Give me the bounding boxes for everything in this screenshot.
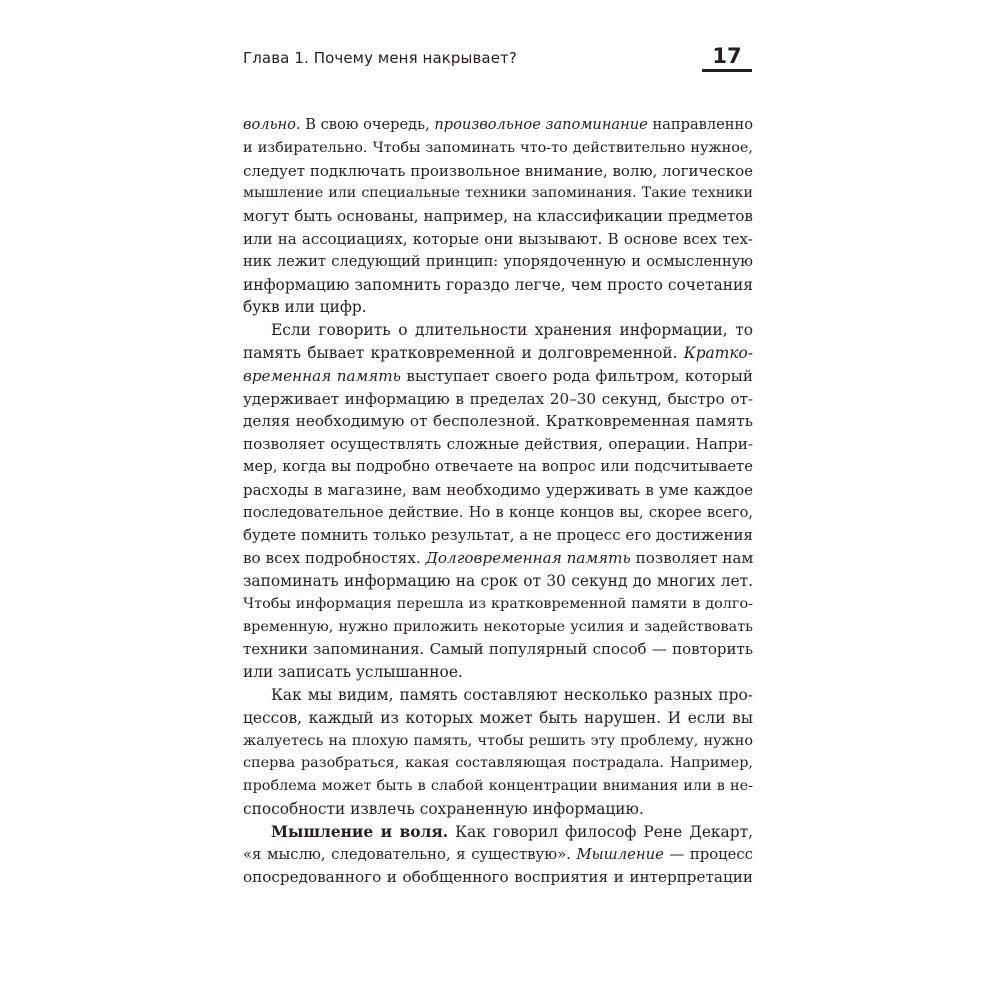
text-line <box>243 616 753 639</box>
text-line <box>243 661 753 684</box>
text-line <box>243 114 753 137</box>
text-run: деляя необходимую от бесполезной. Кратковременная память <box>243 412 753 431</box>
text-line <box>243 638 753 661</box>
text-run: способности извлечь сохраненную информацию. <box>243 799 644 818</box>
text-line <box>243 433 753 456</box>
running-title: Глава 1. Почему меня накрывает? <box>243 49 517 67</box>
text-line <box>243 388 753 411</box>
text-run: запоминать информацию на срок от 30 секунд до многих лет. <box>243 571 753 590</box>
text-line <box>243 570 753 593</box>
text-line <box>243 319 753 342</box>
text-run: удерживает информацию в пределах 20–30 секунд, быстро от- <box>243 389 753 408</box>
body-text <box>243 114 753 889</box>
text-line <box>243 798 753 821</box>
text-line <box>243 182 753 205</box>
text-line <box>243 160 753 183</box>
text-run: информацию запомнить гораздо легче, чем просто сочетания <box>243 275 753 294</box>
text-run: — процесс <box>663 845 753 863</box>
text-run: проблема может быть в слабой концентрации внимания или в не- <box>243 778 753 795</box>
text-line <box>243 547 753 570</box>
text-run: могут быть основаны, например, на классификации предметов <box>243 207 753 226</box>
text-line <box>243 296 753 319</box>
text-run: последовательное действие. Но в конце концов вы, скорее всего, <box>243 503 753 521</box>
text-run: и избирательно. Чтобы запоминать что-то действительно нужное, <box>243 139 753 156</box>
bold-heading: Мышление и воля. <box>271 822 449 841</box>
text-run: временную, нужно приложить некоторые усилия и задействовать <box>243 618 753 635</box>
text-line <box>243 866 753 889</box>
text-line <box>243 730 753 753</box>
page-number: 17 <box>712 44 742 68</box>
text-run: опосредованного и обобщенного восприятия и интерпретации <box>243 868 753 887</box>
text-line <box>243 228 753 251</box>
text-line <box>243 502 753 525</box>
text-run: сперва разобраться, какая составляющая пострадала. Например, <box>243 755 753 772</box>
text-run: расходы в магазине, вам необходимо удерживать в уме каждое <box>243 480 753 499</box>
text-run: или записать услышанное. <box>243 663 463 682</box>
text-run: Как говорил философ Рене Декарт, <box>448 822 753 841</box>
text-line <box>243 365 753 388</box>
italic-term: вольно <box>243 116 296 133</box>
text-run: во всех подробностях. <box>243 549 426 568</box>
text-run: позволяет нам <box>630 549 754 568</box>
page-number-rule <box>702 69 752 72</box>
text-line <box>243 752 753 775</box>
text-run: направленно <box>647 116 754 133</box>
text-line <box>243 844 753 867</box>
text-run: техники запоминания. Самый популярный способ — повторить <box>243 640 753 659</box>
italic-term: временная память <box>243 366 401 385</box>
text-run: жалуетесь на плохую память, чтобы решить эту проблему, нужно <box>243 732 753 749</box>
text-line <box>243 775 753 798</box>
text-run: мышление или специальные техники запоминания. Такие техники <box>243 185 753 202</box>
text-run: мер, когда вы подробно отвечаете на вопрос или подсчитываете <box>243 457 753 475</box>
italic-term: Мышление <box>576 845 664 863</box>
text-line <box>243 707 753 730</box>
text-line <box>243 479 753 502</box>
text-run: позволяет осуществлять сложные действия, операции. Напри- <box>243 435 753 454</box>
text-line <box>243 593 753 616</box>
text-line <box>243 205 753 228</box>
text-run: память бывает кратковременной и долговременной. <box>243 343 684 362</box>
text-run: «я мыслю, следовательно, я существую». <box>243 845 577 863</box>
text-run: ник лежит следующий принцип: упорядоченную и осмысленную <box>243 252 753 270</box>
text-line <box>243 251 753 274</box>
text-line <box>243 684 753 707</box>
text-line <box>243 274 753 297</box>
text-run: Чтобы информация перешла из кратковременной памяти в долго- <box>243 595 753 612</box>
text-line <box>243 137 753 160</box>
text-line <box>243 821 753 844</box>
text-line <box>243 410 753 433</box>
text-run: букв или цифр. <box>243 298 367 317</box>
text-line <box>243 456 753 479</box>
text-line <box>243 524 753 547</box>
text-run: Если говорить о длительности хранения информации, то <box>271 321 753 340</box>
text-run: Как мы видим, память составляют несколько разных про- <box>271 685 753 704</box>
text-run: цессов, каждый из которых может быть нарушен. И если вы <box>243 708 753 727</box>
text-run: . В свою очередь, <box>295 116 435 133</box>
italic-term: Долговременная память <box>425 549 631 568</box>
italic-term: произвольное запоминание <box>434 116 648 133</box>
italic-term: Кратко- <box>683 343 753 362</box>
text-run: будете помнить только результат, а не процесс его достижения <box>243 526 753 545</box>
text-run: или на ассоциациях, которые они вызывают. В основе всех тех- <box>243 229 753 248</box>
text-run: следует подключать произвольное внимание, волю, логическое <box>243 161 753 180</box>
text-line <box>243 342 753 365</box>
text-run: выступает своего рода фильтром, который <box>400 366 754 385</box>
